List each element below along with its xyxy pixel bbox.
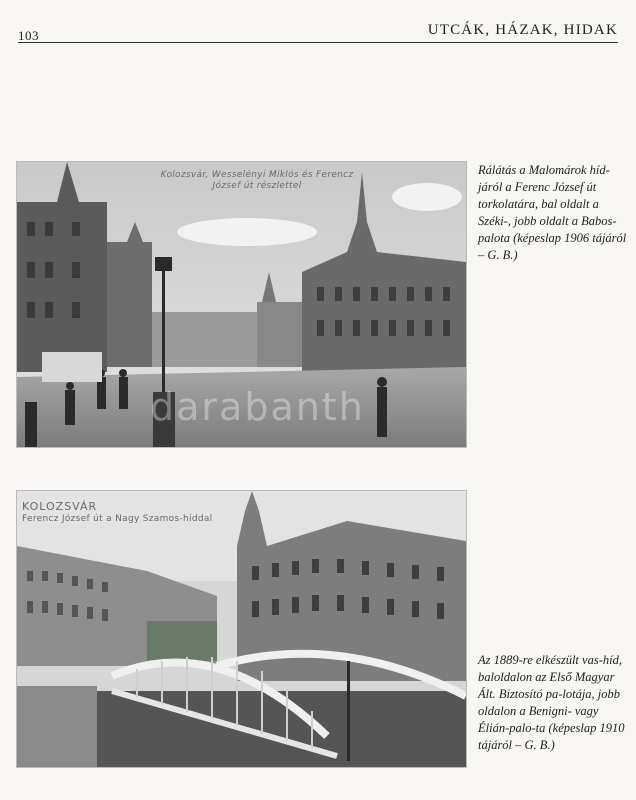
running-head: UTCÁK, HÁZAK, HIDAK — [427, 22, 618, 38]
postcard-1-title — [142, 170, 372, 192]
postcard-1-title-line1: Kolozsvár, Wesselényi Miklós és Ferencz — [160, 170, 354, 180]
header-rule — [18, 42, 618, 43]
postcard-1-title-line2: József út részlettel — [212, 181, 302, 191]
postcard-photo-bridge — [17, 491, 466, 767]
watermark: darabanth — [150, 385, 365, 429]
postcard-2-city: KOLOZSVÁR — [22, 500, 98, 513]
caption-1: Rálátás a Malomárok híd-járól a Ferenc József út torkolatára, bal oldalt a Széki-, jobb oldalt a Babos-palota (képeslap 1906 tájáról – G. B.) — [478, 163, 627, 262]
caption-2: Az 1889-re elkészült vas-híd, baloldalon az Első Magyar Ált. Biztosító pa-lotája, jobb oldalon a Benigni- vagy Élián-palo-ta (képeslap 1910 tájáról – G. B.) — [478, 653, 625, 752]
page-number: 103 — [18, 28, 39, 43]
postcard-2-subtitle: Ferencz József út a Nagy Szamos-híddal — [22, 514, 213, 524]
